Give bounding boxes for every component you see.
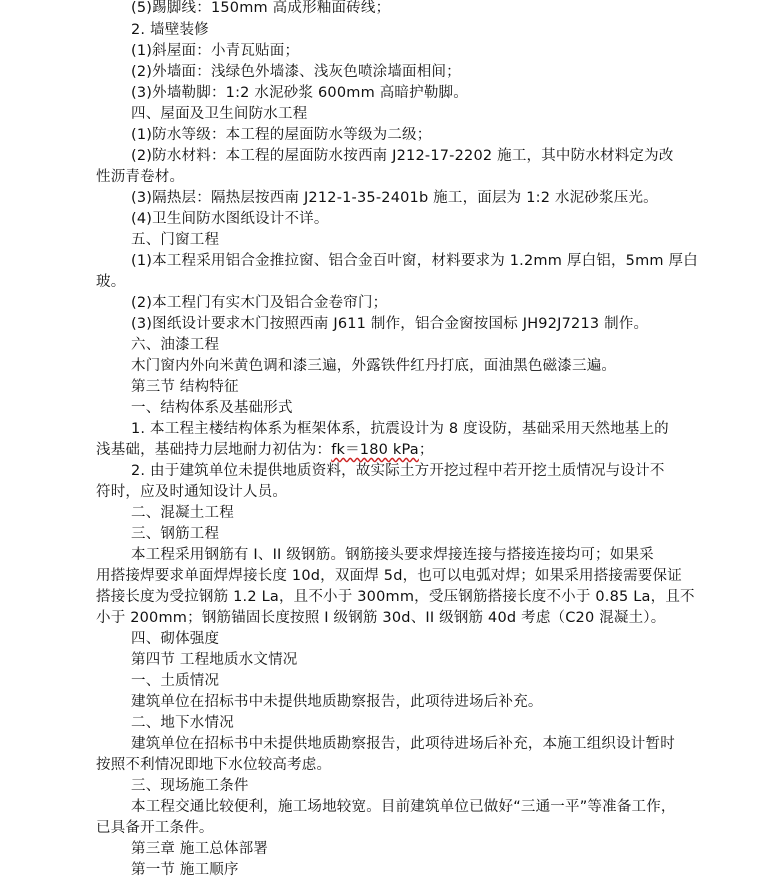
section-heading: 四、屋面及卫生间防水工程	[131, 106, 308, 122]
text-line: 木门窗内外向米黄色调和漆三遍，外露铁件红丹打底，面油黑色磁漆三遍。	[131, 358, 617, 374]
section-heading: 一、土质情况	[131, 673, 220, 689]
section-heading: 2. 墙壁装修	[131, 22, 209, 38]
text-line: 符时，应及时通知设计人员。	[96, 484, 288, 500]
text-line: 用搭接焊要求单面焊焊接长度 10d，双面焊 5d，也可以电弧对焊；如果采用搭接需要保证	[96, 568, 682, 584]
text-line: (2)本工程门有实木门及铝合金卷帘门；	[131, 295, 388, 311]
text-line: (5)踢脚线：150mm 高成形釉面砖线；	[131, 0, 391, 16]
section-heading: 二、混凝土工程	[131, 505, 234, 521]
section-heading: 二、地下水情况	[131, 715, 234, 731]
section-heading: 一、结构体系及基础形式	[131, 400, 293, 416]
spellcheck-marked-text: fk＝180 kPa	[331, 442, 419, 458]
text-line: 建筑单位在招标书中未提供地质勘察报告，此项待进场后补充，本施工组织设计暂时	[131, 736, 675, 752]
section-heading: 五、门窗工程	[131, 232, 220, 248]
text-line: (4)卫生间防水图纸设计不详。	[131, 211, 329, 227]
text-line: 建筑单位在招标书中未提供地质勘察报告，此项待进场后补充。	[131, 694, 543, 710]
section-heading: 第四节 工程地质水文情况	[131, 652, 298, 668]
text-line: (3)外墙勒脚：1:2 水泥砂浆 600mm 高暗护勒脚。	[131, 85, 468, 101]
text-line: 性沥青卷材。	[96, 169, 185, 185]
section-heading: 三、钢筋工程	[131, 526, 220, 542]
text-line: 小于 200mm；钢筋锚固长度按照 I 级钢筋 30d、II 级钢筋 40d 考虑（C20 混凝土）。	[96, 610, 666, 626]
text-line: 本工程采用钢筋有 I、II 级钢筋。钢筋接头要求焊接连接与搭接连接均可；如果采	[131, 547, 654, 563]
section-heading: 第一节 施工顺序	[131, 862, 239, 878]
section-heading: 四、砌体强度	[131, 631, 220, 647]
text-line: 本工程交通比较便利，施工场地较宽。目前建筑单位已做好“三通一平”等准备工作，	[131, 799, 676, 815]
section-heading: 第三节 结构特征	[131, 379, 239, 395]
section-heading: 六、油漆工程	[131, 337, 220, 353]
section-heading: 三、现场施工条件	[131, 778, 249, 794]
text-line: (1)本工程采用铝合金推拉窗、铝合金百叶窗，材料要求为 1.2mm 厚白铝，5mm 厚白	[131, 253, 698, 269]
text-line: 已具备开工条件。	[96, 820, 214, 836]
text-line: (1)斜屋面：小青瓦贴面；	[131, 43, 300, 59]
text-line: (3)图纸设计要求木门按照西南 J611 制作，铝合金窗按国标 JH92J7213 制作。	[131, 316, 649, 332]
text-line: 搭接长度为受拉钢筋 1.2 La，且不小于 300mm，受压钢筋搭接长度不小于 0.85 La，且不	[96, 589, 695, 605]
text-line	[96, 440, 434, 461]
text-segment: 浅基础，基础持力层地耐力初估为：	[96, 442, 332, 458]
text-line: (2)防水材料：本工程的屋面防水按西南 J212-17-2202 施工，其中防水材料定为改	[131, 148, 674, 164]
text-line: 按照不利情况即地下水位较高考虑。	[96, 757, 332, 773]
text-line: 玻。	[96, 274, 126, 290]
chapter-heading: 第三章 施工总体部署	[131, 841, 269, 857]
text-line: (2)外墙面：浅绿色外墙漆、浅灰色喷涂墙面相间；	[131, 64, 461, 80]
text-line: (1)防水等级：本工程的屋面防水等级为二级；	[131, 127, 432, 143]
text-line: 2. 由于建筑单位未提供地质资料，故实际土方开挖过程中若开挖土质情况与设计不	[131, 463, 665, 479]
text-segment: ；	[418, 442, 434, 458]
text-line: 1. 本工程主楼结构体系为框架体系，抗震设计为 8 度设防，基础采用天然地基上的	[131, 421, 669, 437]
text-line: (3)隔热层：隔热层按西南 J212-1-35-2401b 施工，面层为 1:2 水泥砂浆压光。	[131, 190, 658, 206]
